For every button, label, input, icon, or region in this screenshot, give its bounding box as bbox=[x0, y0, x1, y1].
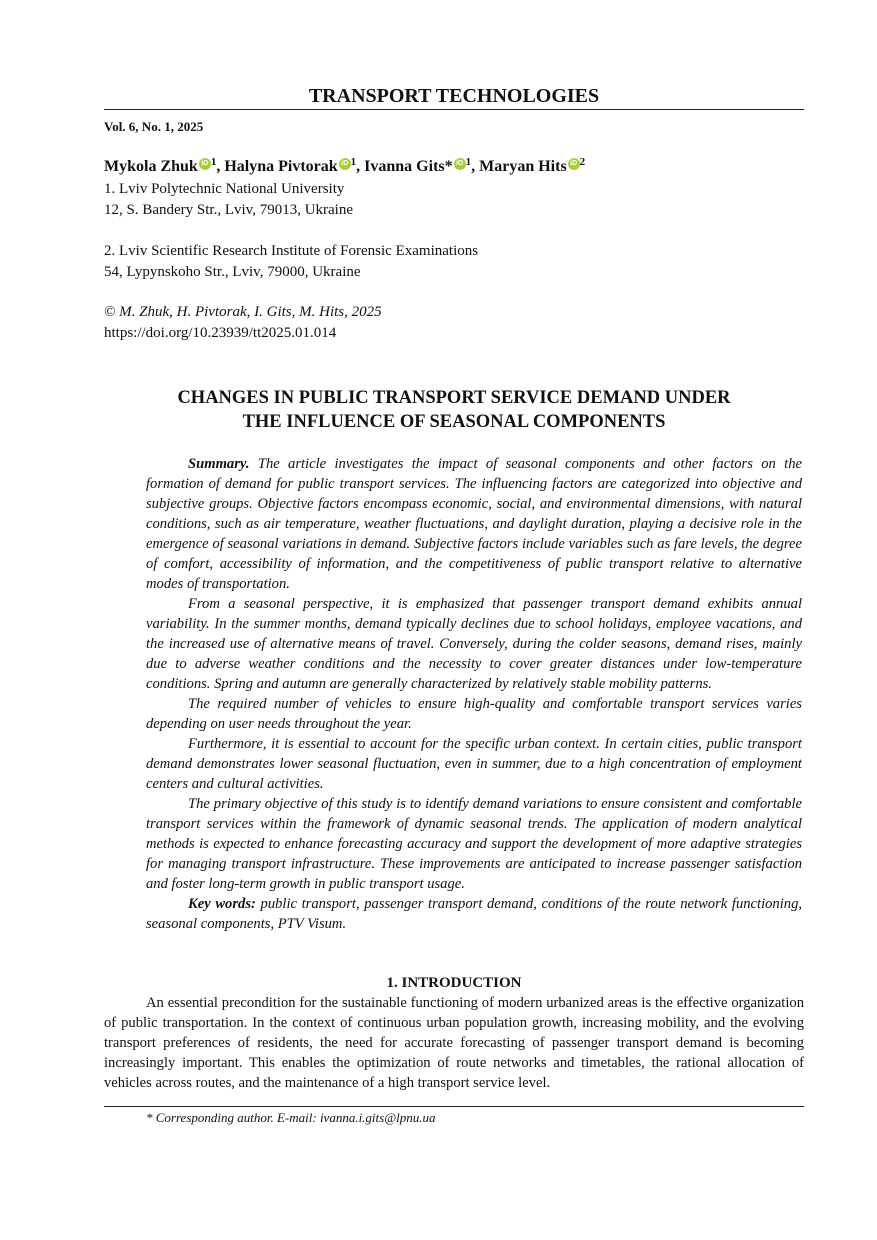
abstract-paragraph: The primary objective of this study is to identify demand variations to ensure consistent and comfortable transport services within the framework of dynamic seasonal trends. The application of modern analytical methods is expected to enhance forecasting accuracy and support the development of more adaptive strategies for managing transport infrastructure. These improvements are anticipated to increase passenger satisfaction and foster long-term growth in public transport usage. bbox=[146, 796, 802, 892]
abstract-paragraph: From a seasonal perspective, it is emphasized that passenger transport demand exhibits annual variability. In the summer months, demand typically declines due to school holidays, employee vacations, and the increased use of alternative means of travel. Conversely, during the colder seasons, demand rises, mainly due to adverse weather conditions and the necessity to cover greater distances under low-temperature conditions. Spring and autumn are generally characterized by relatively stable mobility patterns. bbox=[146, 596, 802, 692]
summary-label: Summary. bbox=[188, 456, 250, 472]
abstract-paragraph: Furthermore, it is essential to account for the specific urban context. In certain cities, public transport demand demonstrates lower seasonal fluctuation, even in summer, due to a high concentration of employment centers and cultural activities. bbox=[146, 736, 802, 792]
paper-title-line: CHANGES IN PUBLIC TRANSPORT SERVICE DEMAND UNDER bbox=[177, 388, 731, 408]
abstract-paragraph bbox=[146, 454, 802, 594]
orcid-icon[interactable]: iD bbox=[568, 158, 580, 170]
affiliation-marker: 1 bbox=[465, 156, 472, 168]
affiliation-2-name: 2. Lviv Scientific Research Institute of Forensic Examinations bbox=[104, 243, 479, 259]
orcid-icon[interactable]: iD bbox=[454, 158, 466, 170]
keywords-label: Key words: bbox=[188, 896, 256, 912]
affiliation-marker: 1 bbox=[350, 156, 357, 168]
introduction-paragraph: An essential precondition for the sustainable functioning of modern urbanized areas is the effective organization of public transportation. In the context of continuous urban population growth, increasing mobility, and the evolving transport preferences of residents, the need for accurate forecasting of passenger transport demand is becoming increasingly important. This enables the optimization of route networks and timetables, the rational allocation of vehicles across routes, and the maintenance of a high transport service level. bbox=[104, 995, 804, 1091]
affiliation-marker: 1 bbox=[210, 156, 217, 168]
abstract bbox=[146, 454, 802, 934]
header-divider bbox=[104, 109, 804, 110]
keywords-text: public transport, passenger transport demand, conditions of the route network functioning, seasonal components, PTV Visum. bbox=[146, 896, 803, 932]
abstract-text: The article investigates the impact of seasonal components and other factors on the formation of demand for public transport services. The influencing factors are categorized into objective and subjective groups. Objective factors encompass economic, social, and environmental dimensions, with natural conditions, such as air temperature, weather fluctuations, and daylight duration, playing a decisive role in the emergence of seasonal variations in demand. Subjective factors include variables such as fare levels, the degree of comfort, accessibility of information, and the competitiveness of public transport relative to alternative modes of transportation. bbox=[146, 456, 802, 592]
affiliation-2-address: 54, Lypynskoho Str., Lviv, 79000, Ukraine bbox=[104, 264, 361, 280]
affiliation-1-name: 1. Lviv Polytechnic National University bbox=[104, 181, 345, 197]
keywords-paragraph bbox=[146, 894, 802, 934]
journal-title: TRANSPORT TECHNOLOGIES bbox=[308, 85, 600, 107]
author-name: Halyna Pivtorak bbox=[224, 158, 338, 175]
copyright: © M. Zhuk, H. Pivtorak, I. Gits, M. Hits, 2025 bbox=[104, 304, 382, 320]
orcid-icon[interactable]: iD bbox=[199, 158, 211, 170]
section-heading: 1. INTRODUCTION bbox=[386, 975, 522, 991]
author-list: Mykola Zhuk iD $^1$, Halyna Pivtorak iD $^1$, Ivanna Gits* iD $^1$, Maryan Hits iD $^2$ bbox=[104, 156, 586, 175]
author-name: Maryan Hits bbox=[479, 158, 567, 175]
paper-title-line: THE INFLUENCE OF SEASONAL COMPONENTS bbox=[242, 412, 666, 432]
footnote-divider bbox=[104, 1106, 804, 1107]
author-name: Mykola Zhuk bbox=[104, 158, 198, 175]
footnote: * Corresponding author. E-mail: ivanna.i.gits@lpnu.ua bbox=[146, 1110, 436, 1125]
affiliation-marker: 2 bbox=[579, 156, 586, 168]
paper-title bbox=[104, 386, 804, 434]
volume-info: Vol. 6, No. 1, 2025 bbox=[104, 119, 204, 134]
author-name: Ivanna Gits* bbox=[364, 158, 453, 175]
affiliation-1-address: 12, S. Bandery Str., Lviv, 79013, Ukraine bbox=[104, 202, 354, 218]
orcid-icon[interactable]: iD bbox=[339, 158, 351, 170]
doi-link[interactable]: https://doi.org/10.23939/tt2025.01.014 bbox=[104, 325, 337, 341]
abstract-paragraph: The required number of vehicles to ensure high-quality and comfortable transport services varies depending on user needs throughout the year. bbox=[146, 696, 802, 732]
